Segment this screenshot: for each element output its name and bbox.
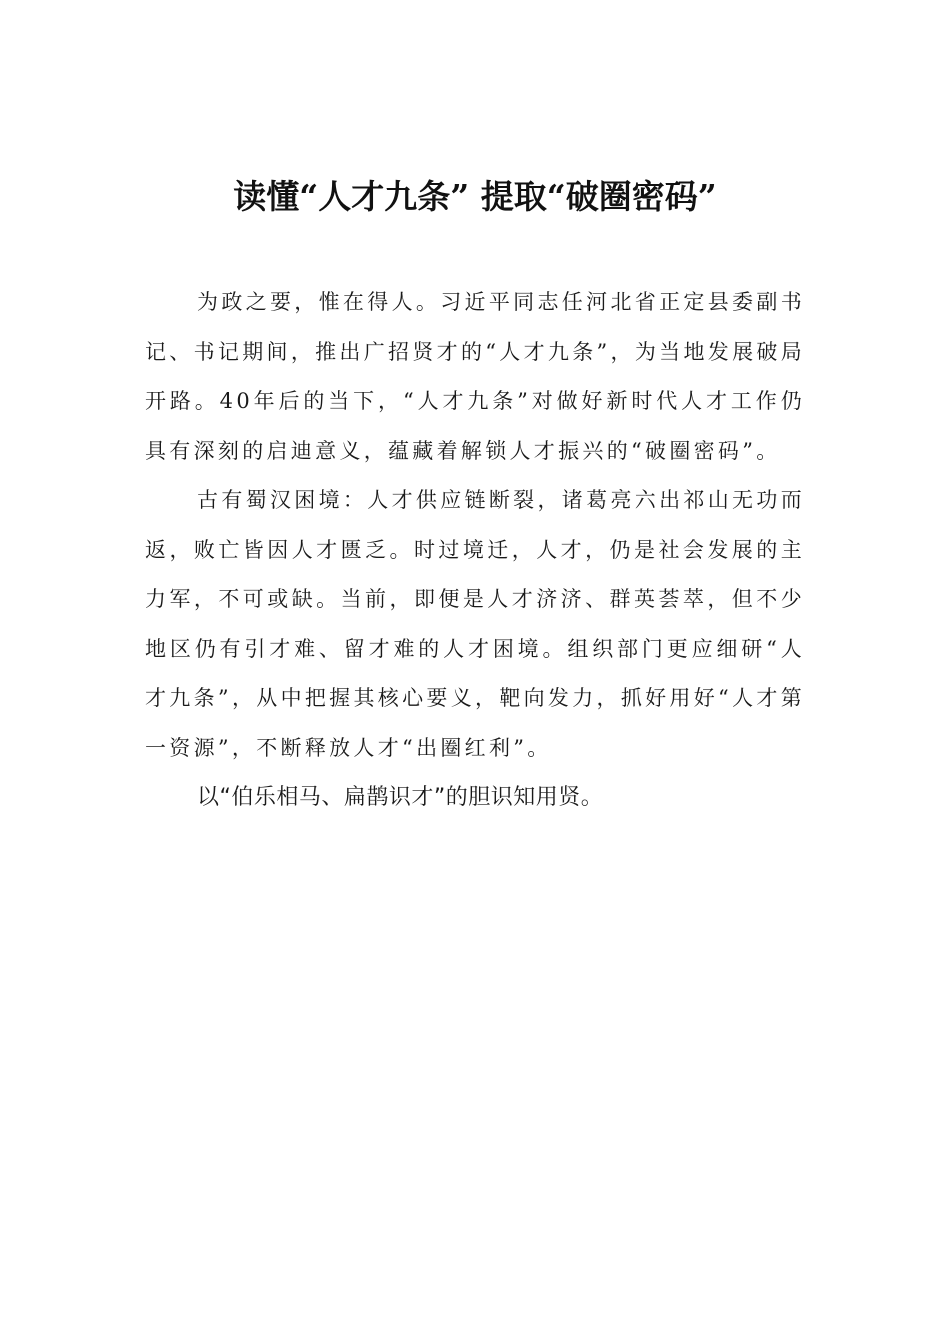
paragraph-intro: 为政之要，惟在得人。习近平同志任河北省正定县委副书记、书记期间，推出广招贤才的“人才九条”，为当地发展破局开路。40年后的当下，“人才九条”对做好新时代人才工作仍具有深刻的启迪意义，蕴藏着解锁人才振兴的“破圈密码”。	[145, 290, 805, 463]
page-title: 读懂“人才九条” 提取“破圈密码”	[233, 177, 717, 216]
article-body	[145, 278, 805, 823]
section-heading: 以“伯乐相马、扁鹊识才”的胆识知用贤。	[197, 785, 604, 810]
paragraph-context: 古有蜀汉困境：人才供应链断裂，诸葛亮六出祁山无功而返，败亡皆因人才匮乏。时过境迁，人才，仍是社会发展的主力军，不可或缺。当前，即便是人才济济、群英荟萃，但不少地区仍有引才难、留才难的人才困境。组织部门更应细研“人才九条”，从中把握其核心要义，靶向发力，抓好用好“人才第一资源”，不断释放人才“出圈红利”。	[145, 488, 805, 760]
